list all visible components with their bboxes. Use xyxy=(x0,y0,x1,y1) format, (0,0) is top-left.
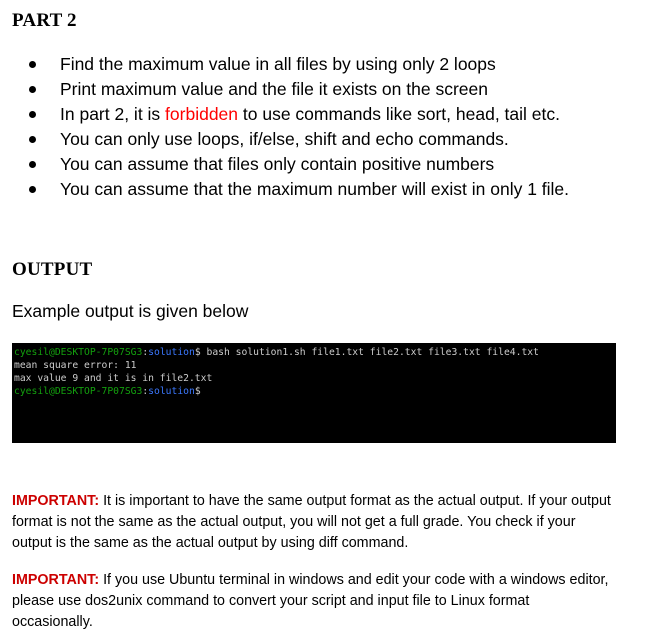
important-note xyxy=(12,570,612,633)
bullet-text: You can assume that the maximum number will exist in only 1 file. xyxy=(60,179,570,199)
bullet-dot-icon xyxy=(29,61,36,68)
important-note xyxy=(12,491,612,554)
bullet-item xyxy=(24,177,644,202)
bullet-dot-icon xyxy=(29,111,36,118)
terminal-final-prompt: cyesil@DESKTOP-7P07SG3:solution$ xyxy=(14,386,201,397)
bullet-text: Print maximum value and the file it exists on the screen xyxy=(60,79,488,99)
bullet-item xyxy=(24,102,644,127)
terminal-output-line: mean square error: 11 xyxy=(14,360,137,371)
important-text: If you use Ubuntu terminal in windows and edit your code with a windows editor, please use dos2unix command to convert your script and input file to Linux format occasionally. xyxy=(12,572,609,630)
output-heading: OUTPUT xyxy=(12,259,93,280)
bullet-item xyxy=(24,152,644,177)
example-label: Example output is given below xyxy=(12,301,249,321)
bullet-item xyxy=(24,127,644,152)
terminal-prompt-path: solution xyxy=(148,386,195,397)
bullet-text: You can only use loops, if/else, shift and echo commands. xyxy=(60,129,509,149)
requirements-list xyxy=(24,52,644,202)
bullet-dot-icon xyxy=(29,161,36,168)
important-label: IMPORTANT: xyxy=(12,493,100,509)
bullet-text: You can assume that files only contain positive numbers xyxy=(60,154,495,174)
part2-heading: PART 2 xyxy=(12,10,77,31)
terminal-command-line: cyesil@DESKTOP-7P07SG3:solution$ bash solution1.sh file1.txt file2.txt file3.txt file4.txt xyxy=(14,347,539,358)
terminal-prompt-user: cyesil@DESKTOP-7P07SG3 xyxy=(14,386,143,397)
bullet-item xyxy=(24,52,644,77)
bullet-text-before: In part 2, it is xyxy=(60,104,166,124)
bullet-text-after: to use commands like sort, head, tail etc. xyxy=(238,104,560,124)
bullet-text: Find the maximum value in all files by using only 2 loops xyxy=(60,54,496,74)
terminal-prompt-path: solution xyxy=(148,347,195,358)
terminal-screenshot xyxy=(12,343,616,443)
bullet-item xyxy=(24,77,644,102)
terminal-prompt-user: cyesil@DESKTOP-7P07SG3 xyxy=(14,347,143,358)
bullet-dot-icon xyxy=(29,86,36,93)
important-text: It is important to have the same output format as the actual output. If your output format is not the same as the actual output, you will not get a full grade. You check if your output is the same as the actual output by using diff command. xyxy=(12,493,611,551)
terminal-prompt-end: $ xyxy=(194,386,201,397)
terminal-command: $ bash solution1.sh file1.txt file2.txt file3.txt file4.txt xyxy=(194,347,539,358)
terminal-output-line: max value 9 and it is in file2.txt xyxy=(14,373,213,384)
bullet-dot-icon xyxy=(29,136,36,143)
forbidden-highlight: forbidden xyxy=(165,104,239,124)
bullet-dot-icon xyxy=(29,186,36,193)
important-label: IMPORTANT: xyxy=(12,572,100,588)
